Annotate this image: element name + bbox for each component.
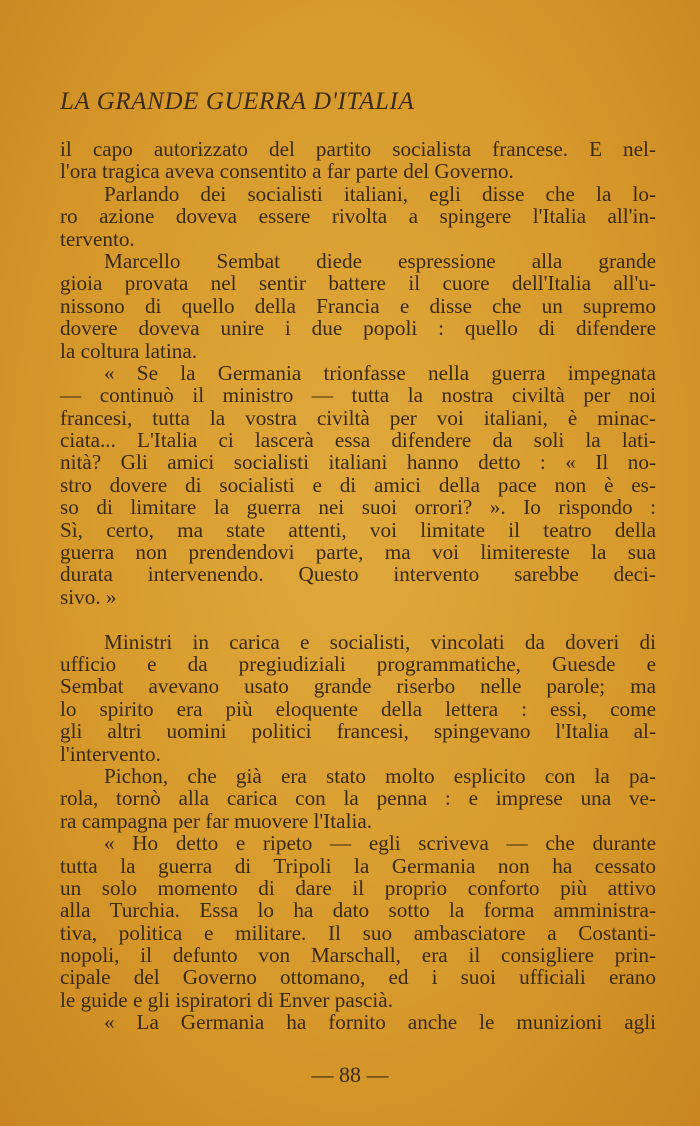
text-line: le guide e gli ispiratori di Enver pascià. <box>60 987 394 1012</box>
text-line: « La Germania ha fornito anche le munizioni agli <box>104 1010 656 1035</box>
text-line: durata intervenendo. Questo intervento sarebbe deci- <box>60 562 656 587</box>
text-line: so di limitare la guerra nei suoi orrori? ». Io rispondo : <box>60 495 656 520</box>
text-line: stro dovere di socialisti e di amici della pace non è es- <box>60 472 656 497</box>
text-line: ro azione doveva essere rivolta a spingere l'Italia all'in- <box>60 204 656 229</box>
text-line: rola, tornò alla carica con la penna : e imprese una ve- <box>60 786 656 811</box>
text-line: il capo autorizzato del partito socialista francese. E nel- <box>60 137 656 161</box>
text-line: ciata... L'Italia ci lascerà essa difendere da soli la lati- <box>60 428 656 453</box>
running-title: LA GRANDE GUERRA D'ITALIA <box>60 88 415 115</box>
paragraph <box>60 138 656 183</box>
body-text <box>60 138 656 1034</box>
text-line: ra campagna per far muovere l'Italia. <box>60 808 373 833</box>
text-line: tutta la guerra di Tripoli la Germania non ha cessato <box>60 853 656 878</box>
text-line: tervento. <box>60 226 135 251</box>
text-line: un solo momento di dare il proprio conforto più attivo <box>60 875 656 900</box>
text-line: Sembat avevano usato grande riserbo nelle parole; ma <box>60 674 656 699</box>
text-line: — continuò il ministro — tutta la nostra civiltà per noi <box>60 383 656 408</box>
paragraph <box>60 1011 656 1033</box>
text-line: lo spirito era più eloquente della lettera : essi, come <box>60 696 656 721</box>
paragraph-gap <box>60 608 656 630</box>
paragraph <box>60 631 656 765</box>
text-line: nissono di quello della Francia e disse che un supremo <box>60 293 656 318</box>
paragraph <box>60 250 656 362</box>
paragraph <box>60 362 656 608</box>
text-line: ufficio e da pregiudiziali programmatiche, Guesde e <box>60 651 656 676</box>
text-line: l'intervento. <box>60 741 161 766</box>
text-line: « Se la Germania trionfasse nella guerra impegnata <box>104 360 656 385</box>
text-line: « Ho detto e ripeto — egli scriveva — che durante <box>104 831 656 856</box>
text-line: la coltura latina. <box>60 338 198 363</box>
text-line: gli altri uomini politici francesi, spingevano l'Italia al- <box>60 719 656 744</box>
text-line: Pichon, che già era stato molto esplicito con la pa- <box>104 763 656 788</box>
text-line: francesi, tutta la vostra civiltà per voi italiani, è minac- <box>60 405 656 430</box>
text-line: sivo. » <box>60 584 117 609</box>
page-number: — 88 — <box>311 1062 389 1087</box>
text-line: Marcello Sembat diede espressione alla grande <box>104 248 656 273</box>
text-line: gioia provata nel sentir battere il cuore dell'Italia all'u- <box>60 271 656 296</box>
text-line: guerra non prendendovi parte, ma voi limitereste la sua <box>60 540 656 565</box>
paragraph <box>60 183 656 250</box>
text-line: Sì, certo, ma state attenti, voi limitate il teatro della <box>60 517 656 542</box>
text-line: nità? Gli amici socialisti italiani hanno detto : « Il no- <box>60 450 656 475</box>
text-line: alla Turchia. Essa lo ha dato sotto la forma amministra- <box>60 898 656 923</box>
text-line: nopoli, il defunto von Marschall, era il consigliere prin- <box>60 943 656 968</box>
text-line: cipale del Governo ottomano, ed i suoi ufficiali erano <box>60 965 656 990</box>
text-line: Ministri in carica e socialisti, vincolati da doveri di <box>104 629 656 654</box>
text-line: dovere doveva unire i due popoli : quello di difendere <box>60 316 656 341</box>
text-line: l'ora tragica aveva consentito a far parte del Governo. <box>60 159 514 184</box>
paragraph <box>60 765 656 832</box>
paragraph <box>60 832 656 1011</box>
text-line: Parlando dei socialisti italiani, egli disse che la lo- <box>104 181 656 206</box>
text-line: tiva, politica e militare. Il suo ambasciatore a Costanti- <box>60 920 656 945</box>
